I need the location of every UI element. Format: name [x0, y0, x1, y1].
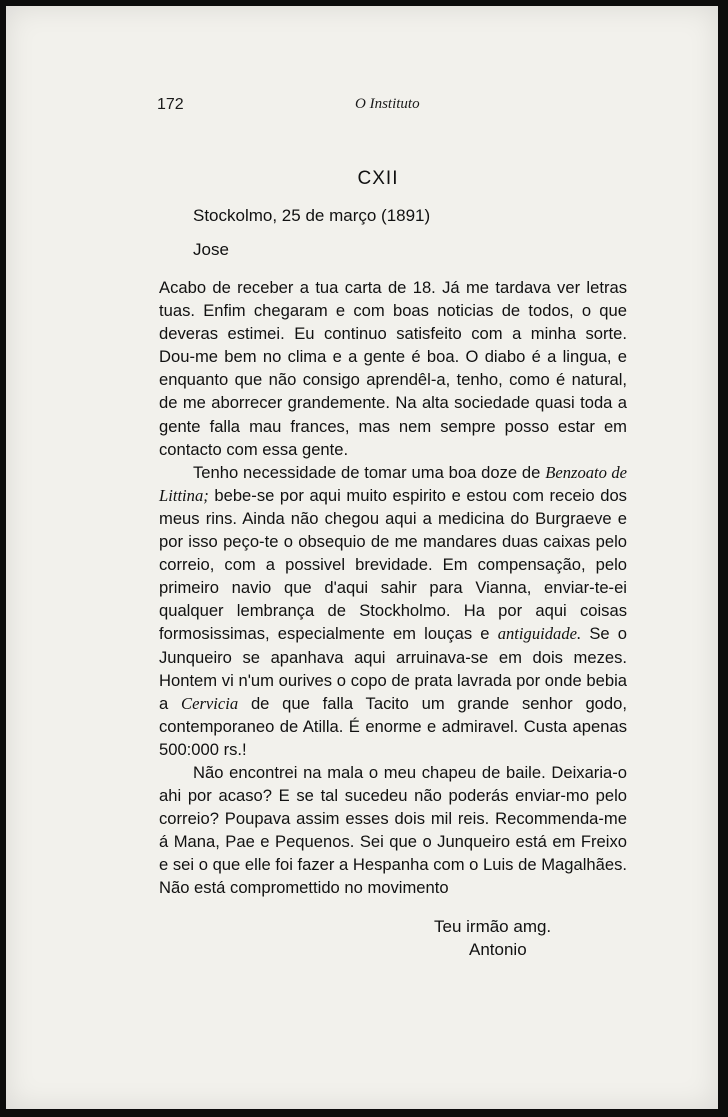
paragraph: Não encontrei na mala o meu chapeu de baile. Deixaria-o ahi por acaso? E se tal sucedeu não poderás enviar-mo pelo correio? Poupava assim esses dois mil reis. Recommenda-me á Mana, Pae e Pequenos. Sei que o Junqueiro está em Freixo e sei o que elle foi fazer a Hespanha com o Luis de Magalhães. Não está compromettido no movimento [159, 762, 627, 898]
italic-term: Benzoato de Littina; [159, 462, 627, 505]
text-run: Se o Junqueiro se apanhava aqui arruinava-se em dois mezes. Hontem vi n'um ourives o copo de prata lavrada por onde bebia a [159, 624, 627, 713]
journal-title: O Instituto [355, 96, 420, 112]
salutation: Jose [193, 240, 229, 259]
page-number: 172 [157, 96, 184, 113]
dateline: Stockolmo, 25 de março (1891) [193, 206, 431, 225]
letter-body [159, 276, 627, 900]
italic-term: antiguidade. [497, 624, 582, 644]
book-page [6, 6, 718, 1109]
text-run: bebe-se por aqui muito espirito e estou com receio dos meus rins. Ainda não chegou aqui a medicina do Burgraeve e por isso peço-te o obsequio de me mandares duas caixas pelo correio, com a possivel brevidade. Em compensação, pelo primeiro navio que d'aqui sahir para Vianna, enviar-te-ei qualquer lembrança de Stockholmo. Ha por aqui coisas formosissimas, especialmente em louças e [159, 485, 627, 644]
italic-term: Cervicia [181, 693, 239, 713]
text-run: Tenho necessidade de tomar uma boa doze de [193, 462, 541, 482]
letter-number: CXII [357, 168, 399, 189]
paragraph: Acabo de receber a tua carta de 18. Já me tardava ver letras tuas. Enfim chegaram e com boas noticias de todos, o que deveras estimei. Eu continuo satisfeito com a minha sorte. Dou-me bem no clima e a gente é boa. O diabo é a lingua, e enquanto que não consigo aprendêl-a, tenho, como é natural, de me aborrecer grandemente. Na alta sociedade quasi toda a gente falla mau frances, mas nem sempre posso estar em contacto com essa gente. [159, 278, 627, 459]
closing: Teu irmão amg. [434, 917, 552, 936]
paragraph [159, 461, 627, 761]
text-run: de que falla Tacito um grande senhor godo, contemporaneo de Atilla. É enorme e admiravel. Custa apenas 500:000 rs.! [159, 693, 627, 759]
signature: Antonio [469, 940, 527, 959]
